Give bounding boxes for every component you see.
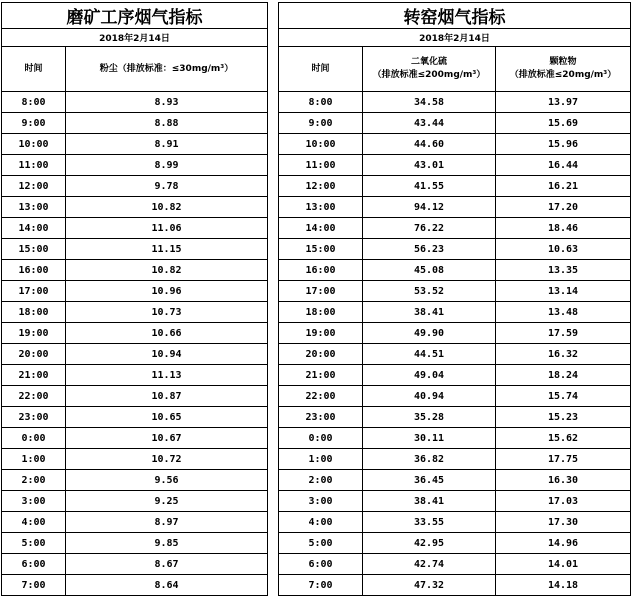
cell-time: 2:00: [279, 470, 363, 491]
cell-dust: 8.97: [66, 512, 268, 533]
column-header-particulate: [496, 47, 631, 92]
table-row: [2, 428, 268, 449]
table-row: [279, 323, 631, 344]
table-row: [279, 134, 631, 155]
table-row: [2, 176, 268, 197]
table-row: [2, 512, 268, 533]
cell-dust: 10.73: [66, 302, 268, 323]
table-row: [2, 281, 268, 302]
table-row: [2, 533, 268, 554]
table-row: [279, 344, 631, 365]
cell-pm: 10.63: [496, 239, 631, 260]
cell-pm: 17.03: [496, 491, 631, 512]
cell-so2: 34.58: [363, 92, 496, 113]
table-row: [2, 323, 268, 344]
cell-time: 0:00: [2, 428, 66, 449]
cell-pm: 18.46: [496, 218, 631, 239]
cell-dust: 9.56: [66, 470, 268, 491]
particulate-label: 颗粒物: [549, 57, 577, 67]
cell-so2: 56.23: [363, 239, 496, 260]
table-row: [2, 239, 268, 260]
table-row: [2, 449, 268, 470]
cell-pm: 16.32: [496, 344, 631, 365]
cell-dust: 11.13: [66, 365, 268, 386]
cell-so2: 44.60: [363, 134, 496, 155]
cell-time: 14:00: [279, 218, 363, 239]
cell-dust: 8.93: [66, 92, 268, 113]
cell-time: 20:00: [2, 344, 66, 365]
table-row: [279, 407, 631, 428]
cell-time: 8:00: [279, 92, 363, 113]
cell-so2: 44.51: [363, 344, 496, 365]
cell-pm: 17.20: [496, 197, 631, 218]
table-row: [2, 260, 268, 281]
cell-pm: 15.74: [496, 386, 631, 407]
table-row: [279, 491, 631, 512]
table-row: [2, 575, 268, 596]
cell-so2: 53.52: [363, 281, 496, 302]
cell-time: 1:00: [2, 449, 66, 470]
cell-time: 6:00: [279, 554, 363, 575]
cell-time: 18:00: [279, 302, 363, 323]
cell-time: 3:00: [2, 491, 66, 512]
cell-pm: 14.96: [496, 533, 631, 554]
table-row: [2, 470, 268, 491]
cell-so2: 36.82: [363, 449, 496, 470]
cell-time: 13:00: [2, 197, 66, 218]
cell-dust: 11.15: [66, 239, 268, 260]
table-row: [2, 134, 268, 155]
cell-dust: 9.78: [66, 176, 268, 197]
table-row: [279, 533, 631, 554]
cell-dust: 11.06: [66, 218, 268, 239]
cell-pm: 17.59: [496, 323, 631, 344]
so2-standard: （排放标准≤200mg/m³）: [372, 70, 486, 80]
table-row: [2, 386, 268, 407]
cell-pm: 15.69: [496, 113, 631, 134]
cell-pm: 14.18: [496, 575, 631, 596]
table-row: [279, 176, 631, 197]
so2-label: 二氧化硫: [410, 57, 447, 67]
cell-so2: 30.11: [363, 428, 496, 449]
cell-pm: 15.96: [496, 134, 631, 155]
cell-so2: 38.41: [363, 302, 496, 323]
cell-so2: 41.55: [363, 176, 496, 197]
cell-dust: 10.66: [66, 323, 268, 344]
table-row: [2, 491, 268, 512]
cell-time: 12:00: [2, 176, 66, 197]
cell-pm: 18.24: [496, 365, 631, 386]
column-header-dust: 粉尘（排放标准：≤30mg/m³）: [66, 47, 268, 92]
cell-pm: 16.44: [496, 155, 631, 176]
column-header-so2: [363, 47, 496, 92]
table-row: [279, 281, 631, 302]
cell-time: 15:00: [279, 239, 363, 260]
cell-time: 22:00: [279, 386, 363, 407]
cell-so2: 38.41: [363, 491, 496, 512]
table-row: [279, 470, 631, 491]
cell-time: 6:00: [2, 554, 66, 575]
cell-time: 21:00: [2, 365, 66, 386]
cell-time: 20:00: [279, 344, 363, 365]
table-row: [279, 113, 631, 134]
cell-pm: 16.21: [496, 176, 631, 197]
cell-so2: 42.74: [363, 554, 496, 575]
cell-time: 5:00: [279, 533, 363, 554]
cell-time: 4:00: [2, 512, 66, 533]
table-row: [279, 155, 631, 176]
cell-so2: 40.94: [363, 386, 496, 407]
cell-so2: 35.28: [363, 407, 496, 428]
cell-pm: 13.35: [496, 260, 631, 281]
table-row: [2, 92, 268, 113]
cell-time: 22:00: [2, 386, 66, 407]
table-row: [2, 218, 268, 239]
cell-time: 5:00: [2, 533, 66, 554]
cell-so2: 43.44: [363, 113, 496, 134]
cell-so2: 47.32: [363, 575, 496, 596]
table-row: [2, 554, 268, 575]
table-row: [279, 554, 631, 575]
table-row: [279, 218, 631, 239]
cell-dust: 10.87: [66, 386, 268, 407]
cell-time: 7:00: [279, 575, 363, 596]
cell-pm: 13.97: [496, 92, 631, 113]
cell-dust: 10.82: [66, 260, 268, 281]
table-row: [2, 113, 268, 134]
table-row: [279, 92, 631, 113]
table-row: [279, 197, 631, 218]
cell-time: 19:00: [2, 323, 66, 344]
cell-pm: 13.14: [496, 281, 631, 302]
table-row: [279, 260, 631, 281]
cell-time: 1:00: [279, 449, 363, 470]
grinding-flue-gas-table: [1, 2, 268, 596]
cell-dust: 10.72: [66, 449, 268, 470]
cell-time: 2:00: [2, 470, 66, 491]
table-row: [2, 197, 268, 218]
cell-time: 11:00: [279, 155, 363, 176]
table-row: [2, 365, 268, 386]
table-row: [279, 575, 631, 596]
cell-so2: 33.55: [363, 512, 496, 533]
cell-time: 10:00: [2, 134, 66, 155]
cell-time: 7:00: [2, 575, 66, 596]
cell-pm: 14.01: [496, 554, 631, 575]
table-row: [2, 344, 268, 365]
cell-dust: 8.64: [66, 575, 268, 596]
table-row: [279, 302, 631, 323]
cell-time: 9:00: [2, 113, 66, 134]
cell-pm: 13.48: [496, 302, 631, 323]
cell-time: 11:00: [2, 155, 66, 176]
cell-time: 9:00: [279, 113, 363, 134]
cell-so2: 45.08: [363, 260, 496, 281]
cell-time: 16:00: [2, 260, 66, 281]
cell-time: 16:00: [279, 260, 363, 281]
cell-so2: 76.22: [363, 218, 496, 239]
cell-dust: 10.94: [66, 344, 268, 365]
table-row: [279, 386, 631, 407]
table-date: 2018年2月14日: [279, 29, 631, 47]
cell-time: 15:00: [2, 239, 66, 260]
cell-dust: 10.96: [66, 281, 268, 302]
cell-time: 10:00: [279, 134, 363, 155]
cell-dust: 8.67: [66, 554, 268, 575]
cell-pm: 17.75: [496, 449, 631, 470]
cell-pm: 17.30: [496, 512, 631, 533]
cell-time: 23:00: [279, 407, 363, 428]
cell-pm: 15.62: [496, 428, 631, 449]
table-row: [2, 302, 268, 323]
cell-time: 12:00: [279, 176, 363, 197]
cell-time: 4:00: [279, 512, 363, 533]
cell-dust: 9.85: [66, 533, 268, 554]
cell-so2: 94.12: [363, 197, 496, 218]
table-row: [279, 365, 631, 386]
table-title: 磨矿工序烟气指标: [2, 3, 268, 29]
cell-so2: 36.45: [363, 470, 496, 491]
cell-time: 17:00: [279, 281, 363, 302]
cell-dust: 9.25: [66, 491, 268, 512]
cell-so2: 42.95: [363, 533, 496, 554]
cell-dust: 10.67: [66, 428, 268, 449]
column-header-time: 时间: [279, 47, 363, 92]
cell-time: 21:00: [279, 365, 363, 386]
column-header-time: 时间: [2, 47, 66, 92]
table-row: [279, 428, 631, 449]
cell-dust: 8.99: [66, 155, 268, 176]
table-row: [279, 449, 631, 470]
cell-dust: 8.88: [66, 113, 268, 134]
cell-pm: 16.30: [496, 470, 631, 491]
cell-time: 23:00: [2, 407, 66, 428]
cell-dust: 8.91: [66, 134, 268, 155]
cell-time: 14:00: [2, 218, 66, 239]
cell-time: 18:00: [2, 302, 66, 323]
kiln-flue-gas-table: [278, 2, 631, 596]
table-date: 2018年2月14日: [2, 29, 268, 47]
table-row: [2, 407, 268, 428]
cell-time: 17:00: [2, 281, 66, 302]
cell-time: 0:00: [279, 428, 363, 449]
cell-time: 8:00: [2, 92, 66, 113]
cell-time: 3:00: [279, 491, 363, 512]
cell-dust: 10.82: [66, 197, 268, 218]
cell-dust: 10.65: [66, 407, 268, 428]
particulate-standard: （排放标准≤20mg/m³）: [509, 70, 617, 80]
table-row: [279, 512, 631, 533]
cell-so2: 49.04: [363, 365, 496, 386]
table-row: [279, 239, 631, 260]
cell-pm: 15.23: [496, 407, 631, 428]
cell-time: 19:00: [279, 323, 363, 344]
cell-so2: 49.90: [363, 323, 496, 344]
table-row: [2, 155, 268, 176]
cell-so2: 43.01: [363, 155, 496, 176]
table-title: 转窑烟气指标: [279, 3, 631, 29]
cell-time: 13:00: [279, 197, 363, 218]
